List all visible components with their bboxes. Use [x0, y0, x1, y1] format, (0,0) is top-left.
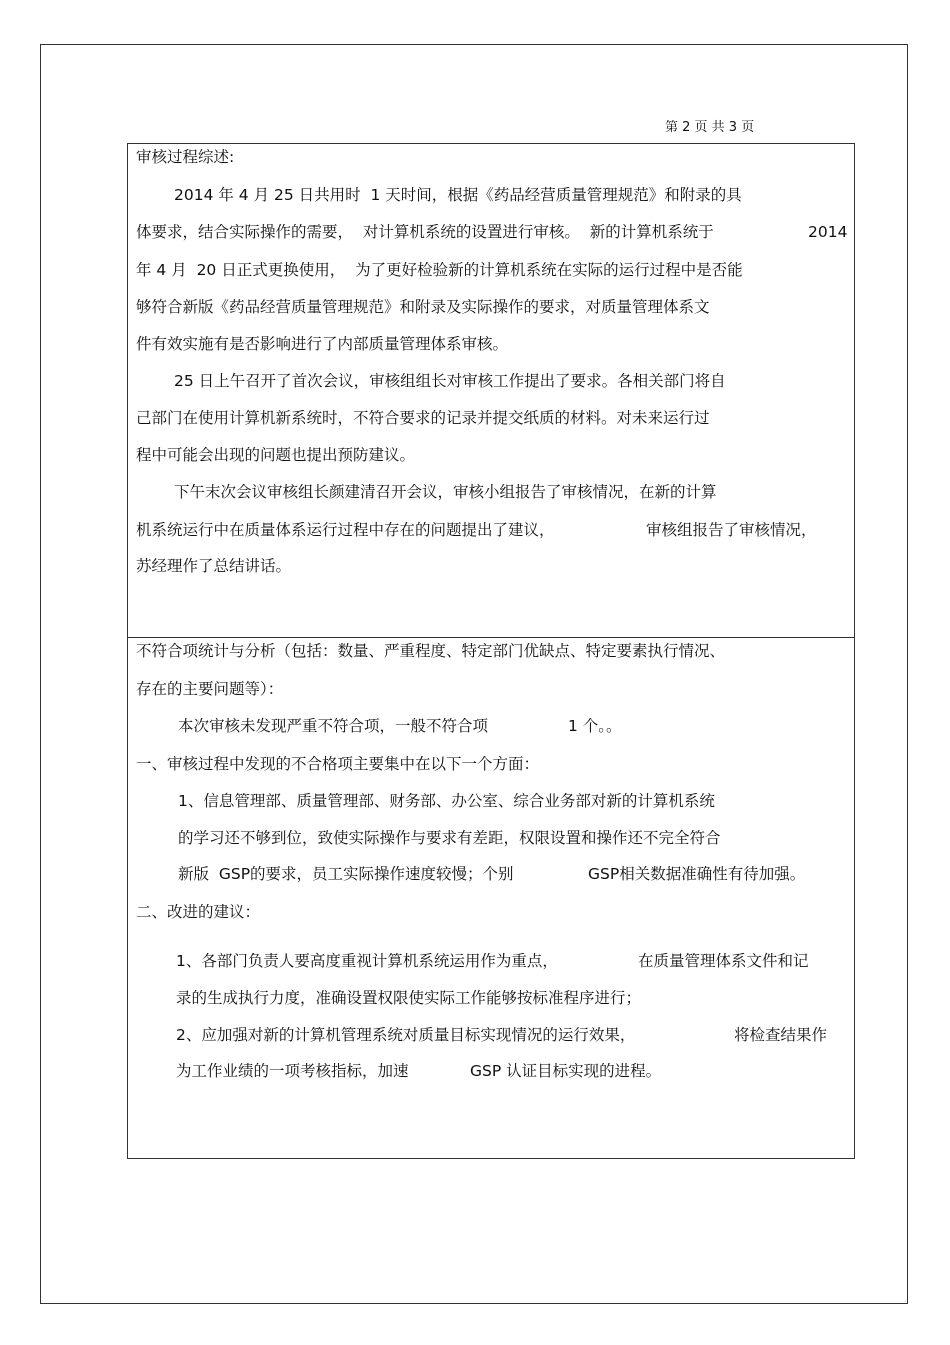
paragraph-line: 件有效实施有是否影响进行了内部质量管理体系审核。	[136, 335, 509, 353]
list-item-line: 的学习还不够到位，致使实际操作与要求有差距，权限设置和操作还不完全符合	[178, 829, 721, 847]
process-summary-section	[127, 143, 855, 638]
list-item-line: 在质量管理体系文件和记	[638, 952, 809, 970]
paragraph-line: 年 4 月 20 日正式更换使用， 为了更好检验新的计算机系统在实际的运行过程中是否能	[136, 261, 743, 279]
summary-line: 本次审核未发现严重不符合项，一般不符合项	[178, 717, 489, 735]
paragraph-line: 体要求，结合实际操作的需要， 对计算机系统的设置进行审核。 新的计算机系统于	[136, 223, 714, 241]
section-heading: 不符合项统计与分析（包括：数量、严重程度、特定部门优缺点、特定要素执行情况、	[136, 642, 726, 660]
list-item-line: 录的生成执行力度，准确设置权限使实际工作能够按标准程序进行；	[176, 989, 642, 1007]
page-number: 第 2 页 共 3 页	[665, 120, 755, 135]
summary-count: 1 个。。	[568, 717, 622, 735]
list-item-line: 2、应加强对新的计算机管理系统对质量目标实现情况的运行效果，	[176, 1026, 636, 1044]
list-item-line: 新版 GSP的要求，员工实际操作速度较慢；个别	[178, 865, 514, 883]
nonconformity-section	[127, 637, 855, 1159]
list-item-line: GSP相关数据准确性有待加强。	[588, 865, 806, 883]
list-item-line: 将检查结果作	[734, 1026, 828, 1044]
paragraph-line: 2014	[808, 223, 848, 241]
list-item-line: 1、信息管理部、质量管理部、财务部、办公室、综合业务部对新的计算机系统	[178, 792, 715, 810]
section-heading: 审核过程综述:	[136, 148, 235, 166]
paragraph-line: 己部门在使用计算机新系统时，不符合要求的记录并提交纸质的材料。对未来运行过	[136, 409, 710, 427]
list-item-line: 1、各部门负责人要高度重视计算机系统运用作为重点，	[176, 952, 558, 970]
section-heading: 存在的主要问题等）：	[136, 680, 284, 698]
paragraph-line: 25 日上午召开了首次会议，审核组组长对审核工作提出了要求。各相关部门将自	[174, 372, 726, 390]
paragraph-line: 苏经理作了总结讲话。	[136, 557, 292, 575]
paragraph-line: 2014 年 4 月 25 日共用时 1 天时间，根据《药品经营质量管理规范》和附录的具	[174, 186, 742, 204]
list-item-line: GSP 认证目标实现的进程。	[470, 1062, 662, 1080]
paragraph-line: 程中可能会出现的问题也提出预防建议。	[136, 446, 416, 464]
paragraph-line: 够符合新版《药品经营质量管理规范》和附录及实际操作的要求，对质量管理体系文	[136, 298, 710, 316]
paragraph-line: 审核组报告了审核情况，	[646, 521, 817, 539]
paragraph-line: 机系统运行中在质量体系运行过程中存在的问题提出了建议，	[136, 521, 555, 539]
list-item-line: 为工作业绩的一项考核指标，加速	[176, 1062, 409, 1080]
list-item-title: 一、审核过程中发现的不合格项主要集中在以下一个方面：	[136, 755, 540, 773]
paragraph-line: 下午末次会议审核组长颜建清召开会议，审核小组报告了审核情况，在新的计算	[174, 483, 717, 501]
list-item-title: 二、改进的建议：	[136, 903, 261, 921]
